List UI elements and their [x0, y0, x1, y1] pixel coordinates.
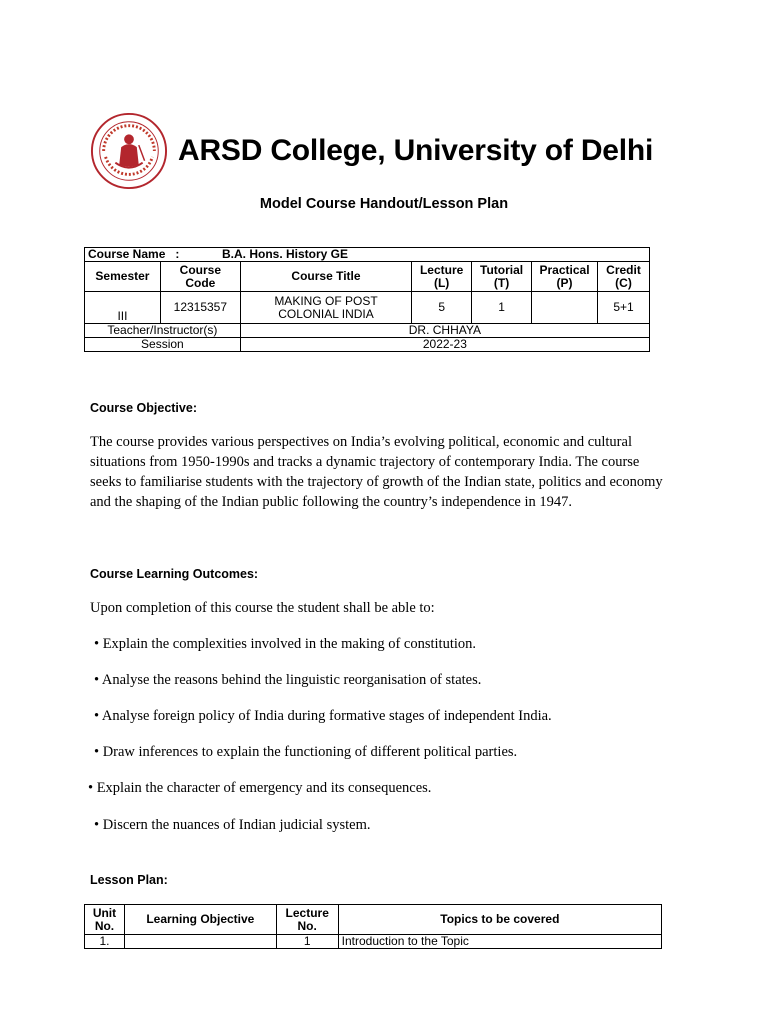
outcomes-intro: Upon completion of this course the student shall be able to:: [90, 600, 435, 616]
practical-value: [532, 292, 598, 324]
outcome-item: • Draw inferences to explain the functioning of different political parties.: [94, 744, 518, 760]
learning-outcomes-heading: Course Learning Outcomes:: [90, 567, 259, 581]
college-seal-logo: [90, 112, 168, 190]
unit-header: Unit No.: [85, 905, 125, 935]
lesson-plan-heading: Lesson Plan:: [90, 873, 168, 887]
outcome-item: • Analyse foreign policy of India during formative stages of independent India.: [94, 708, 552, 724]
lecture-header: Lecture (L): [412, 262, 472, 292]
credit-header: Credit (C): [598, 262, 650, 292]
outcome-item: • Discern the nuances of Indian judicial system.: [94, 817, 371, 833]
session-row: [85, 338, 650, 352]
course-data-row: [85, 292, 650, 324]
course-name-value: B.A. Hons. History GE: [222, 247, 349, 261]
unit-value: 1.: [85, 935, 125, 949]
learning-objective-header: Learning Objective: [124, 905, 276, 935]
table-row: [85, 935, 662, 949]
course-header-row: [85, 262, 650, 292]
lesson-header-row: [85, 905, 662, 935]
course-title-value: MAKING OF POST COLONIAL INDIA: [240, 292, 411, 324]
session-label: Session: [85, 338, 241, 352]
course-details-table: [84, 247, 650, 352]
outcome-item: • Explain the character of emergency and its consequences.: [88, 780, 432, 796]
topics-header: Topics to be covered: [338, 905, 661, 935]
topics-value: Introduction to the Topic: [338, 935, 661, 949]
course-code-value: 12315357: [160, 292, 240, 324]
course-objective-text: The course provides various perspectives on India’s evolving political, economic and cultural situations from 1950-1990s and tracks a dynamic trajectory of contemporary India. The course seeks to familiarise students with the trajectory of growth of the Indian state, politics and economy and the shaping of the Indian public following the country’s independence in 1947.: [90, 434, 663, 510]
college-name: ARSD College, University of Delhi: [178, 134, 654, 167]
lecture-no-header: Lecture No.: [276, 905, 338, 935]
course-name-label: Course Name :: [88, 247, 180, 261]
learning-objective-value: [124, 935, 276, 949]
lecture-no-value: 1: [276, 935, 338, 949]
course-title-header: Course Title: [240, 262, 411, 292]
course-code-header: Course Code: [160, 262, 240, 292]
course-name-cell: [85, 248, 650, 262]
course-name-row: [85, 248, 650, 262]
teacher-label: Teacher/Instructor(s): [85, 324, 241, 338]
outcome-item: • Analyse the reasons behind the linguistic reorganisation of states.: [94, 672, 482, 688]
tutorial-header: Tutorial (T): [472, 262, 532, 292]
credit-value: 5+1: [598, 292, 650, 324]
handout-title: Model Course Handout/Lesson Plan: [259, 196, 509, 212]
semester-value: III: [85, 292, 161, 324]
lecture-value: 5: [412, 292, 472, 324]
session-value: 2022-23: [240, 338, 649, 352]
course-objective-heading: Course Objective:: [90, 401, 197, 415]
teacher-row: [85, 324, 650, 338]
semester-header: Semester: [85, 262, 161, 292]
tutorial-value: 1: [472, 292, 532, 324]
lesson-plan-table: [84, 904, 662, 949]
practical-header: Practical (P): [532, 262, 598, 292]
outcome-item: • Explain the complexities involved in the making of constitution.: [94, 636, 477, 652]
teacher-value: DR. CHHAYA: [240, 324, 649, 338]
